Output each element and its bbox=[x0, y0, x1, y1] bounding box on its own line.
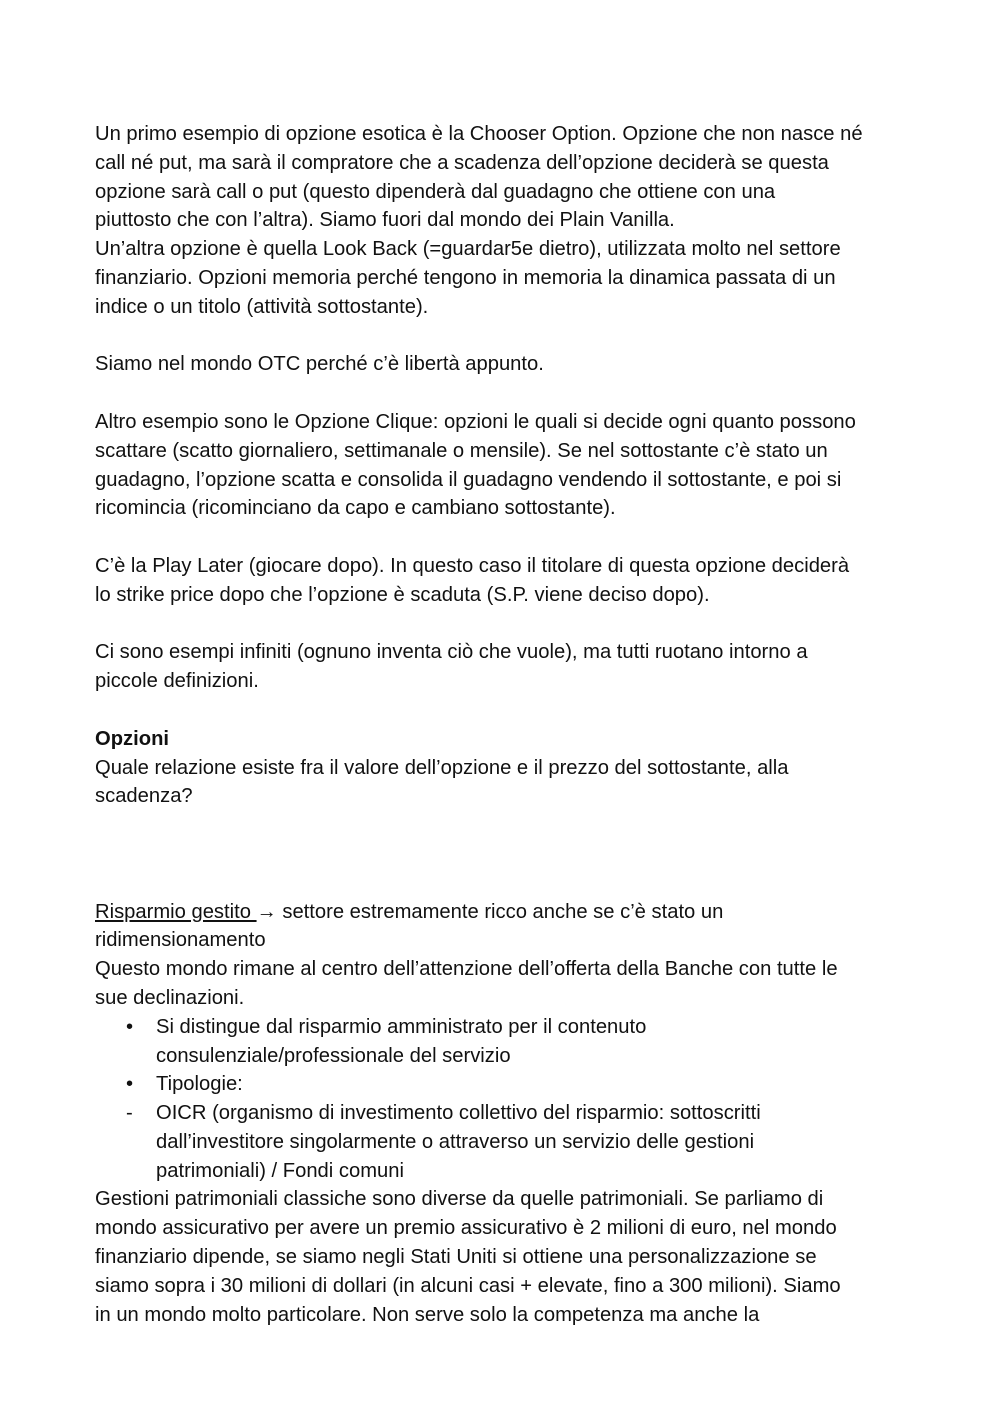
paragraph-question bbox=[95, 754, 913, 812]
text-line: mondo assicurativo per avere un premio assicurativo è 2 milioni di euro, nel mondo bbox=[95, 1217, 837, 1240]
text-line: Un’altra opzione è quella Look Back (=guardar5e dietro), utilizzata molto nel settore bbox=[95, 238, 841, 261]
text-line: call né put, ma sarà il compratore che a scadenza dell’opzione deciderà se questa bbox=[95, 151, 829, 174]
blank-line bbox=[95, 610, 913, 639]
list-item bbox=[95, 1099, 913, 1128]
text-line: sue declinazioni. bbox=[95, 986, 245, 1009]
text-line: in un mondo molto particolare. Non serve solo la competenza ma anche la bbox=[95, 1303, 760, 1326]
text-line: finanziario dipende, se siamo negli Stati Uniti si ottiene una personalizzazione se bbox=[95, 1246, 817, 1269]
list-item-continuation: patrimoniali) / Fondi comuni bbox=[156, 1159, 404, 1182]
text-line: piccole definizioni. bbox=[95, 670, 259, 693]
text-line: piuttosto che con l’altra). Siamo fuori dal mondo dei Plain Vanilla. bbox=[95, 209, 675, 232]
risparmio-gestito-text: settore estremamente ricco anche se c’è stato un bbox=[276, 900, 724, 923]
text-line: Ci sono esempi infiniti (ognuno inventa ciò che vuole), ma tutti ruotano intorno a bbox=[95, 641, 808, 664]
paragraph-clique bbox=[95, 408, 913, 523]
text-line: C’è la Play Later (giocare dopo). In questo caso il titolare di questa opzione deciderà bbox=[95, 554, 850, 577]
text-line: lo strike price dopo che l’opzione è scaduta (S.P. viene deciso dopo). bbox=[95, 583, 710, 606]
blank-line bbox=[95, 696, 913, 725]
list-item-continuation: consulenziale/professionale del servizio bbox=[156, 1044, 511, 1067]
paragraph-esempi-infiniti bbox=[95, 638, 913, 696]
paragraph-gestioni-patrimoniali bbox=[95, 1185, 913, 1329]
blank-line bbox=[95, 869, 913, 898]
bullet-icon: • bbox=[126, 1073, 134, 1096]
blank-line bbox=[95, 379, 913, 408]
section-heading-opzioni: Opzioni bbox=[95, 727, 170, 750]
paragraph-play-later bbox=[95, 552, 913, 610]
text-line: Un primo esempio di opzione esotica è la Chooser Option. Opzione che non nasce né bbox=[95, 123, 863, 145]
text-line: finanziario. Opzioni memoria perché tengono in memoria la dinamica passata di un bbox=[95, 266, 836, 289]
list-item-continuation: dall’investitore singolarmente o attraverso un servizio delle gestioni bbox=[156, 1130, 755, 1153]
paragraph-risparmio bbox=[95, 926, 913, 1012]
text-line: indice o un titolo (attività sottostante). bbox=[95, 295, 429, 318]
text-line: guadagno, l’opzione scatta e consolida il guadagno vendendo il sottostante, e poi si bbox=[95, 468, 842, 491]
blank-line bbox=[95, 322, 913, 351]
text-line: Gestioni patrimoniali classiche sono diverse da quelle patrimoniali. Se parliamo di bbox=[95, 1188, 824, 1211]
risparmio-gestito-label: Risparmio gestito bbox=[95, 900, 257, 923]
list-item-text: Si distingue dal risparmio amministrato per il contenuto bbox=[156, 1015, 647, 1038]
text-line: opzione sarà call o put (questo dipenderà dal guadagno che ottiene con una bbox=[95, 180, 776, 203]
text-line: Quale relazione esiste fra il valore dell’opzione e il prezzo del sottostante, alla bbox=[95, 756, 789, 779]
dash-icon: - bbox=[126, 1102, 133, 1125]
text-line: Siamo nel mondo OTC perché c’è libertà appunto. bbox=[95, 353, 544, 376]
text-line: ridimensionamento bbox=[95, 929, 266, 952]
text-line: scattare (scatto giornaliero, settimanale o mensile). Se nel sottostante c’è stato un bbox=[95, 439, 828, 462]
list-item bbox=[95, 1070, 913, 1099]
blank-line bbox=[95, 811, 913, 840]
bullet-icon: • bbox=[126, 1015, 134, 1038]
bullet-list bbox=[95, 1013, 913, 1186]
risparmio-gestito-line bbox=[95, 898, 913, 927]
text-line: ricomincia (ricominciano da capo e cambiano sottostante). bbox=[95, 497, 616, 520]
text-line: Altro esempio sono le Opzione Clique: opzioni le quali si decide ogni quanto possono bbox=[95, 410, 856, 433]
paragraph-chooser-lookback bbox=[95, 120, 913, 322]
text-line: scadenza? bbox=[95, 785, 193, 808]
right-arrow-icon: → bbox=[256, 900, 277, 923]
list-item-text: OICR (organismo di investimento collettivo del risparmio: sottoscritti bbox=[156, 1102, 761, 1125]
text-line: Questo mondo rimane al centro dell’attenzione dell’offerta della Banche con tutte le bbox=[95, 958, 838, 981]
paragraph-otc bbox=[95, 350, 913, 379]
list-item bbox=[95, 1013, 913, 1042]
blank-line bbox=[95, 840, 913, 869]
list-item-text: Tipologie: bbox=[156, 1073, 243, 1096]
document-page bbox=[95, 120, 913, 1329]
text-line: siamo sopra i 30 milioni di dollari (in alcuni casi + elevate, fino a 300 milioni). Siamo bbox=[95, 1274, 841, 1297]
blank-line bbox=[95, 523, 913, 552]
